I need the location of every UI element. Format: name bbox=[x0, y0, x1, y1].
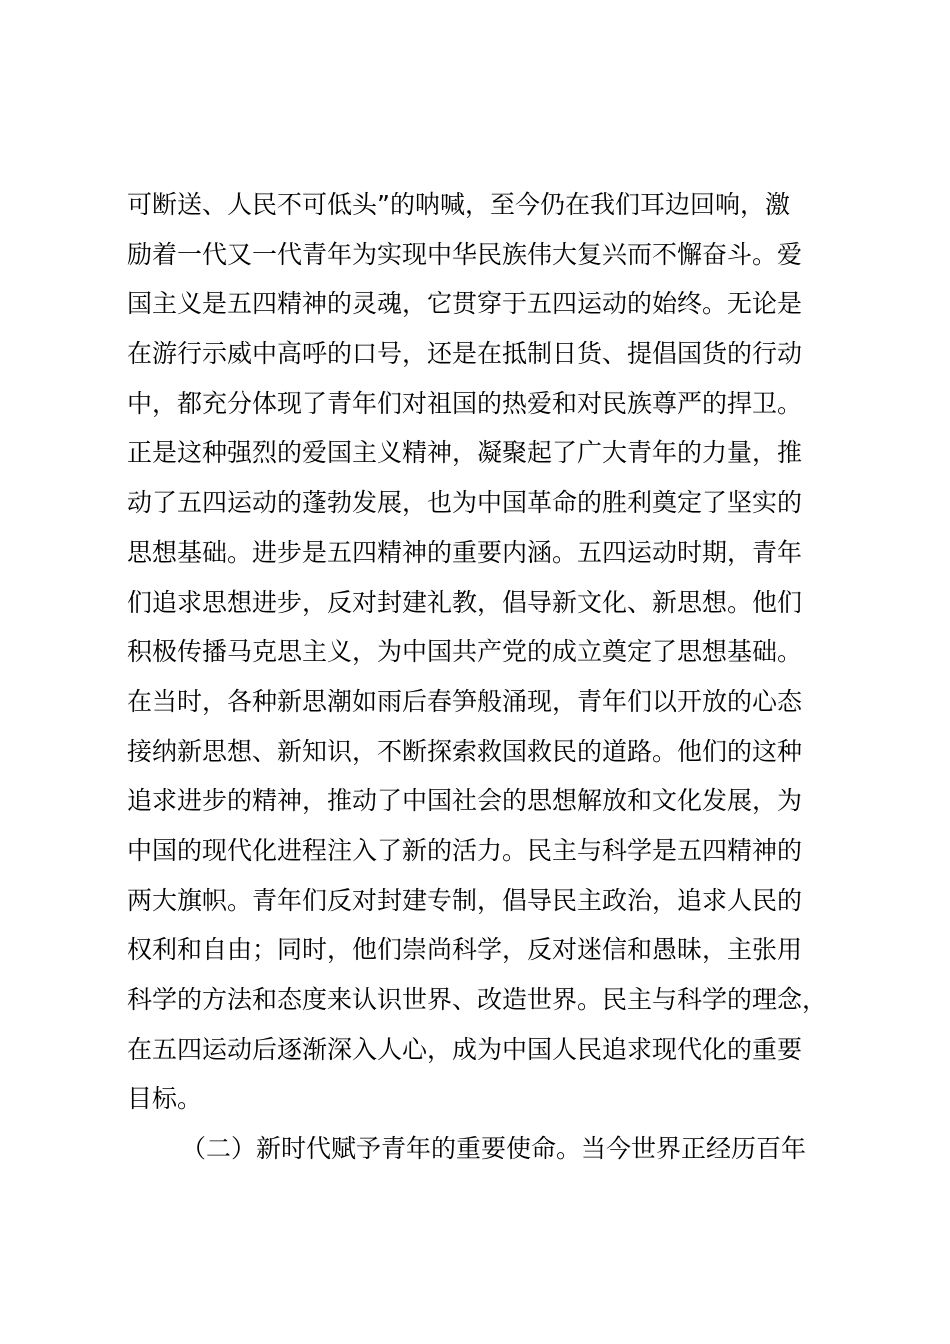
text-line: 在五四运动后逐渐深入人心，成为中国人民追求现代化的重要 bbox=[127, 1034, 803, 1064]
text-line: 国主义是五四精神的灵魂，它贯穿于五四运动的始终。无论是 bbox=[127, 289, 803, 319]
text-line: 中，都充分体现了青年们对祖国的热爱和对民族尊严的捍卫。 bbox=[127, 388, 803, 418]
text-line: 正是这种强烈的爱国主义精神，凝聚起了广大青年的力量，推 bbox=[127, 438, 803, 468]
text-line: 接纳新思想、新知识，不断探索救国救民的道路。他们的这种 bbox=[127, 736, 803, 766]
text-line: 追求进步的精神，推动了中国社会的思想解放和文化发展，为 bbox=[127, 786, 803, 816]
text-line: 思想基础。进步是五四精神的重要内涵。五四运动时期，青年 bbox=[127, 537, 803, 567]
text-line: 科学的方法和态度来认识世界、改造世界。民主与科学的理念， bbox=[127, 985, 828, 1014]
text-line: 权利和自由；同时，他们崇尚科学，反对迷信和愚昧，主张用 bbox=[127, 935, 803, 965]
text-line: 积极传播马克思主义，为中国共产党的成立奠定了思想基础。 bbox=[127, 637, 803, 667]
text-line: 两大旗帜。青年们反对封建专制，倡导民主政治，追求人民的 bbox=[127, 885, 803, 915]
text-line: 可断送、人民不可低头”的呐喊，至今仍在我们耳边回响，激 bbox=[127, 190, 790, 219]
section-heading-line: （二）新时代赋予青年的重要使命。当今世界正经历百年 bbox=[181, 1134, 807, 1164]
text-line: 中国的现代化进程注入了新的活力。民主与科学是五四精神的 bbox=[127, 835, 803, 865]
text-line: 在当时，各种新思潮如雨后春笋般涌现，青年们以开放的心态 bbox=[127, 686, 803, 716]
body-text bbox=[127, 180, 837, 1174]
text-line: 动了五四运动的蓬勃发展，也为中国革命的胜利奠定了坚实的 bbox=[127, 488, 803, 518]
text-line: 们追求思想进步，反对封建礼教，倡导新文化、新思想。他们 bbox=[127, 587, 803, 617]
text-line: 目标。 bbox=[127, 1084, 203, 1114]
text-line: 在游行示威中高呼的口号，还是在抵制日货、提倡国货的行动 bbox=[127, 339, 803, 369]
text-line: 励着一代又一代青年为实现中华民族伟大复兴而不懈奋斗。爱 bbox=[127, 239, 803, 269]
